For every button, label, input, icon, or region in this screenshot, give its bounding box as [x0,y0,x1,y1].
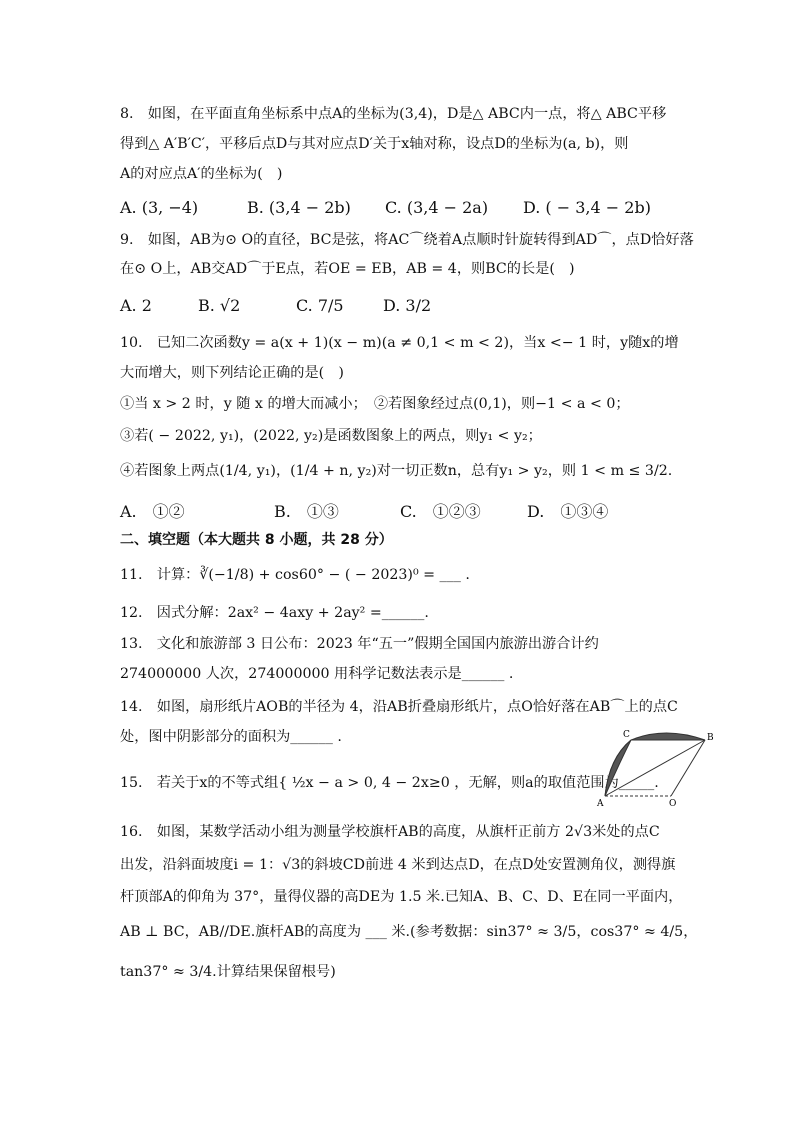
sector-fold-figure [595,728,725,808]
q8-option-d: D. ( − 3,4 − 2b) [523,198,651,217]
q8-line3: A的对应点A′的坐标为( ) [120,166,283,182]
q10-option-d: D. ①③④ [527,502,609,521]
q10-line1: 10. 已知二次函数y = a(x + 1)(x − m)(a ≠ 0,1 < m < 2)，当x <− 1 时，y随x的增 [120,335,679,351]
q10-statement-1: ①当 x > 2 时，y 随 x 的增大而减小； ②若图象经过点(0,1)，则−1 < a < 0； [120,396,630,412]
label-b: B [707,733,714,743]
label-a: A [597,799,604,808]
q8-option-c: C. (3,4 − 2a) [385,198,489,217]
label-o: O [669,799,677,808]
q13-line1: 13. 文化和旅游部 3 日公布：2023 年“五一”假期全国国内旅游出游合计约 [120,636,599,652]
q11-line: 11. 计算：∛(−1/8) + cos60° − ( − 2023)⁰ = ___ . [120,567,470,583]
q16-line5: tan37° ≈ 3/4.计算结果保留根号) [120,964,336,980]
q16-line1: 16. 如图，某数学活动小组为测量学校旗杆AB的高度，从旗杆正前方 2√3米处的点C [120,824,660,840]
q10-line2: 大而增大，则下列结论正确的是( ) [120,365,344,381]
q9-option-c: C. 7/5 [296,296,344,315]
q8-line1: 8. 如图，在平面直角坐标系中点A的坐标为(3,4)，D是△ ABC内一点，将△ ABC平移 [120,106,667,122]
label-c: C [623,730,630,740]
q16-line4: AB ⊥ BC，AB//DE.旗杆AB的高度为 ___ 米.(参考数据：sin37° ≈ 3/5，cos37° ≈ 4/5， [120,924,698,940]
q14-line2: 处，图中阴影部分的面积为______ . [120,729,342,745]
q9-option-a: A. 2 [120,296,152,315]
q12-line: 12. 因式分解：2ax² − 4axy + 2ay² =______. [120,605,429,621]
q10-statement-4: ④若图象上两点(1/4, y₁)，(1/4 + n, y₂)对一切正数n，总有y₁ > y₂，则 1 < m ≤ 3/2. [120,463,673,479]
q14-line1: 14. 如图，扇形纸片AOB的半径为 4，沿AB折叠扇形纸片，点O恰好落在AB⌒上的点C [120,699,678,715]
q10-option-c: C. ①②③ [400,502,481,521]
q8-option-a: A. (3, −4) [120,198,199,217]
q9-option-b: B. √2 [198,296,241,315]
q15-line: 15. 若关于x的不等式组{ ½x − a > 0, 4 − 2x≥0 ，无解，则a的取值范围为_____. [120,775,659,791]
q10-option-b: B. ①③ [274,502,339,521]
q13-line2: 274000000 人次，274000000 用科学记数法表示是______ . [120,666,514,682]
q8-option-b: B. (3,4 − 2b) [247,198,351,217]
q16-line2: 出发，沿斜面坡度i = 1：√3的斜坡CD前进 4 米到达点D，在点D处安置测角仪，测得旗 [120,857,676,873]
q10-option-a: A. ①② [120,502,185,521]
q16-line3: 杆顶部A的仰角为 37°，量得仪器的高DE为 1.5 米.已知A、B、C、D、E在同一平面内， [120,889,683,905]
q8-line2: 得到△ A′B′C′，平移后点D与其对应点D′关于x轴对称，设点D的坐标为(a, b)，则 [120,136,629,152]
q10-statement-3: ③若( − 2022, y₁)，(2022, y₂)是函数图象上的两点，则y₁ < y₂； [120,428,542,444]
q9-option-d: D. 3/2 [383,296,432,315]
q9-line1: 9. 如图，AB为⊙ O的直径，BC是弦，将AC⌒绕着A点顺时针旋转得到AD⌒，点D恰好落 [120,232,694,248]
section-heading: 二、填空题（本大题共 8 小题，共 28 分） [120,532,393,548]
q9-line2: 在⊙ O上，AB交AD⌒于E点，若OE = EB，AB = 4，则BC的长是( ) [120,261,575,277]
